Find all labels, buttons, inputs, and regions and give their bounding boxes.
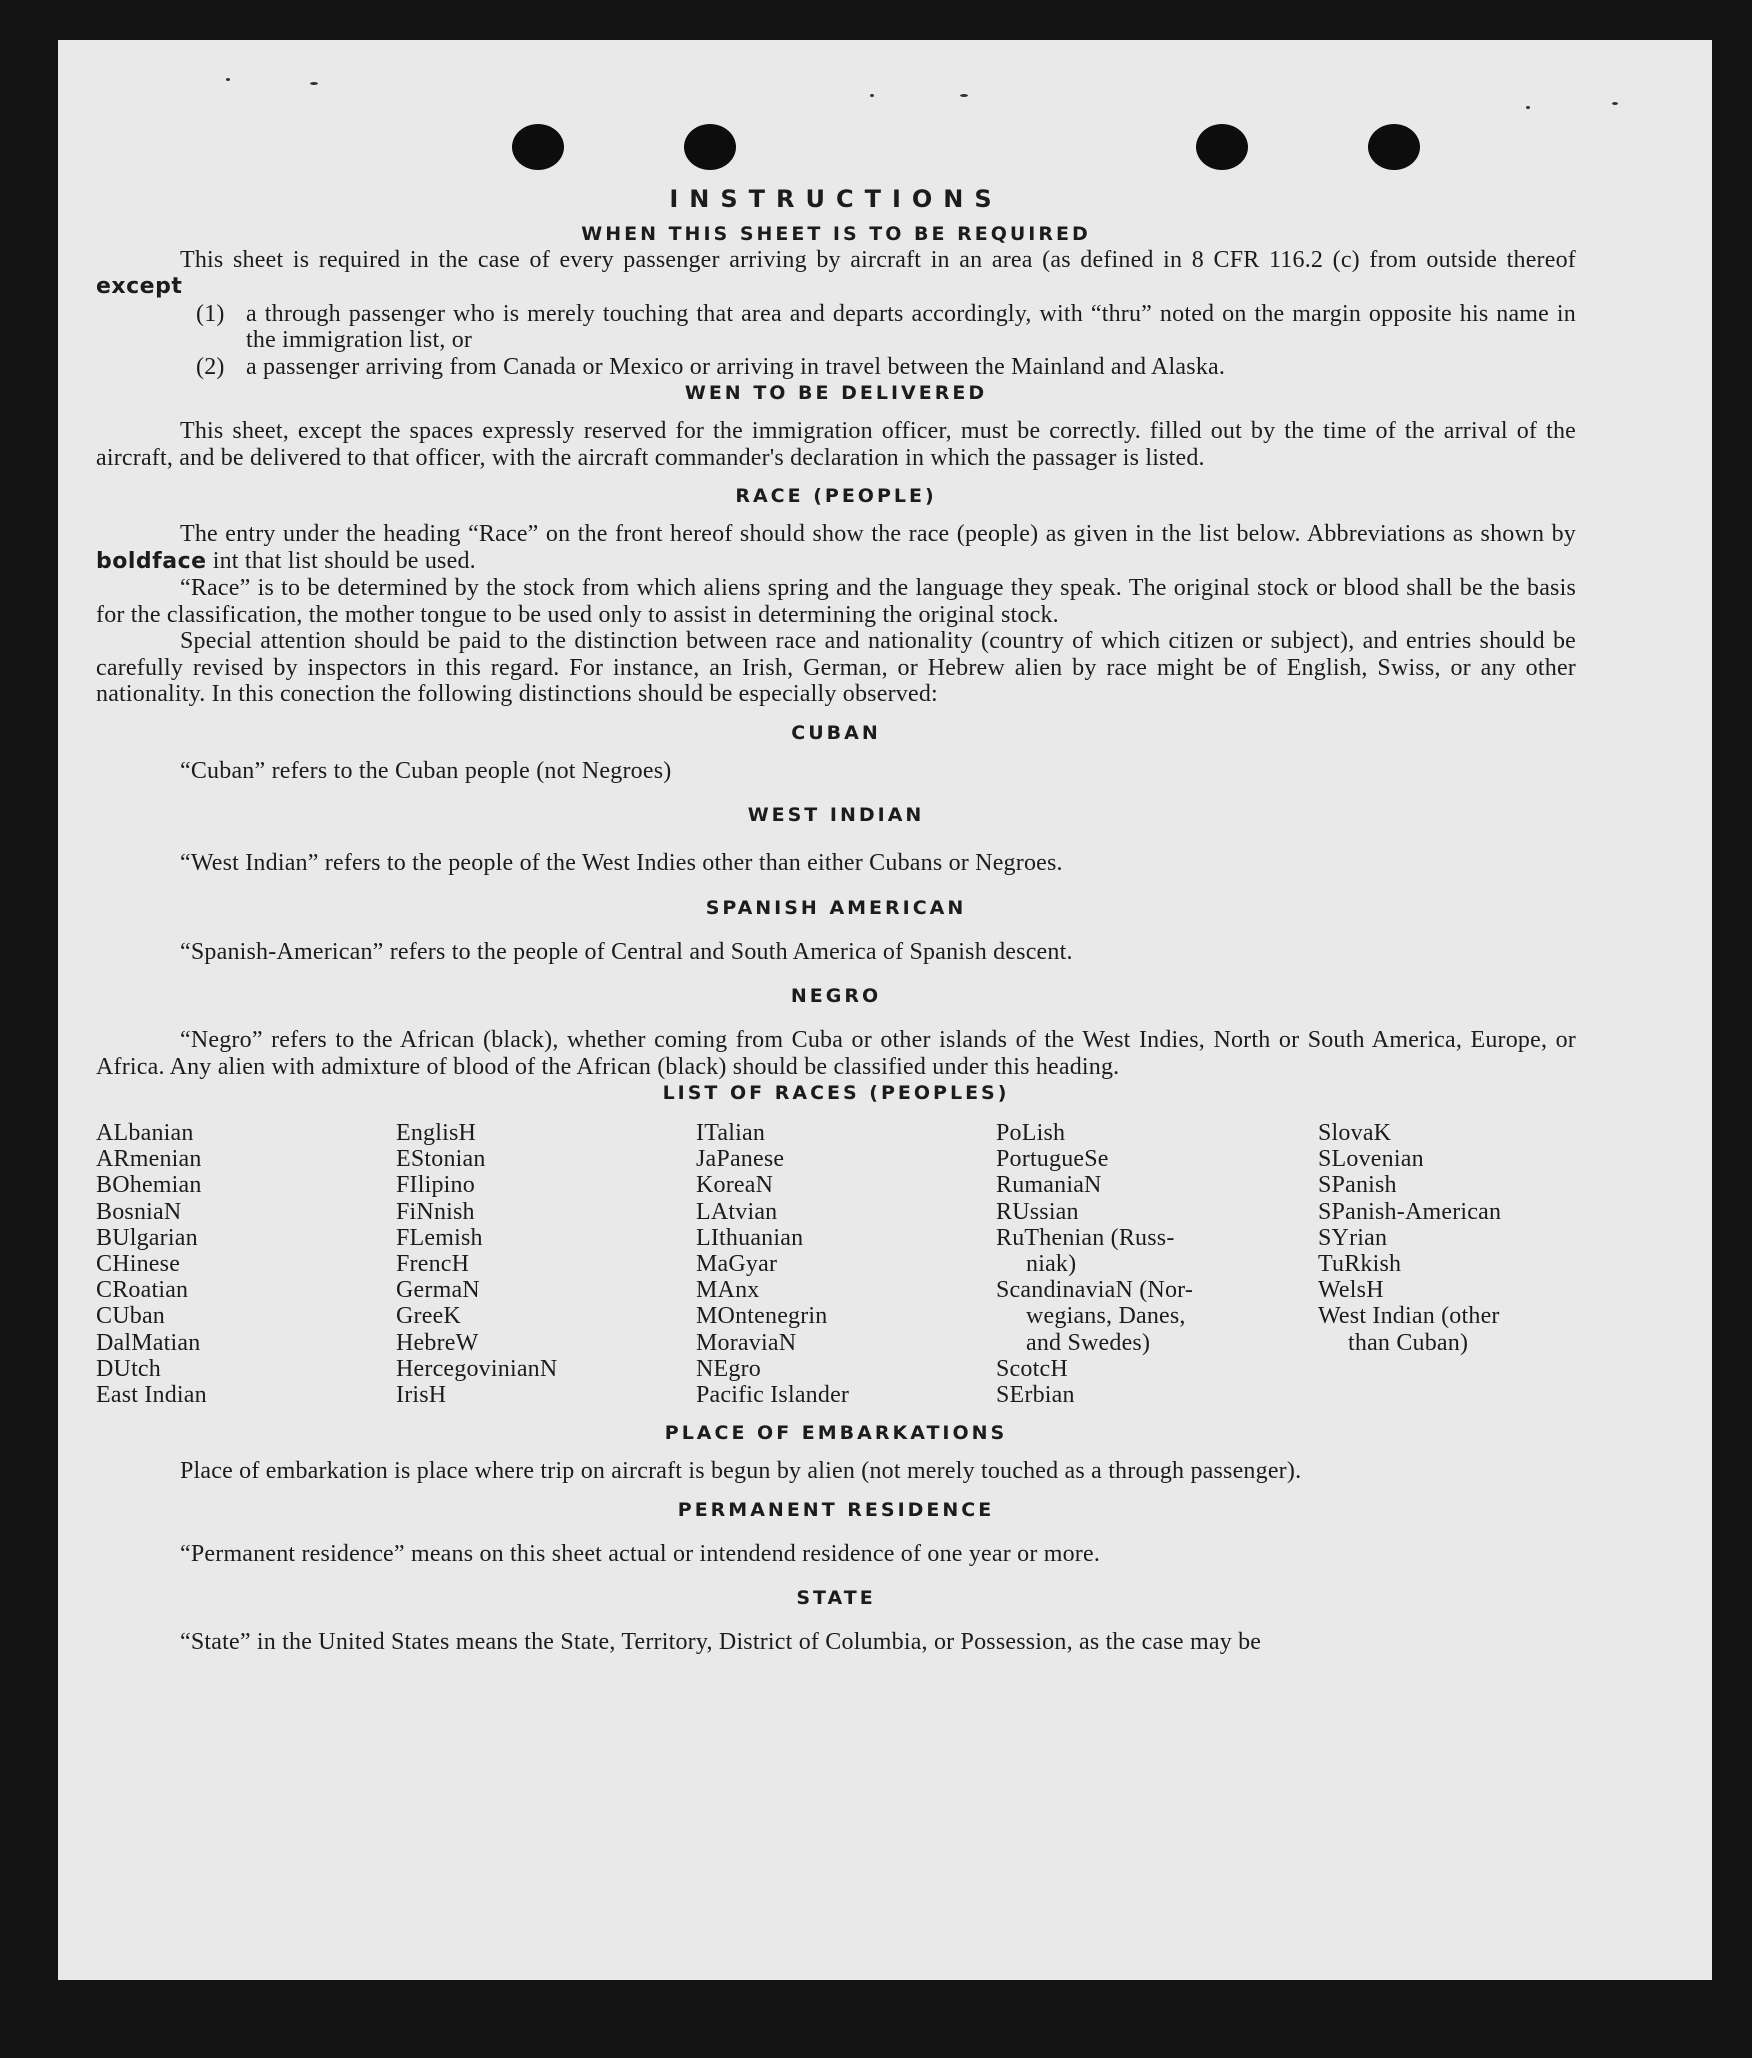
race-item: MaGyar bbox=[696, 1251, 778, 1278]
heading-embarkation: PLACE OF EMBARKATIONS bbox=[664, 1422, 1008, 1445]
race-item: Pacific Islander bbox=[696, 1382, 850, 1409]
heading-race: RACE (PEOPLE) bbox=[735, 485, 937, 507]
race-paragraph-2: “Race” is to be determined by the stock from which aliens spring and the language they speak. The original stock or blood shall be the basis for the classification, the mother tongue to be used only to assist in determining the original stock. bbox=[96, 575, 1576, 628]
race-item: RUssian bbox=[996, 1198, 1079, 1225]
race-item: LAtvian bbox=[696, 1198, 778, 1225]
heading-permanent-residence: PERMANENT RESIDENCE bbox=[677, 1498, 995, 1521]
negro-text: “Negro” refers to the African (black), whether coming from Cuba or other islands of the West Indies, North or South America, Europe, or Africa. Any alien with admixture of blood of the African (black) should be classified under this heading. bbox=[96, 1027, 1576, 1080]
race-item: FIlipino bbox=[396, 1172, 475, 1199]
race-item: than Cuban) bbox=[1348, 1329, 1469, 1356]
when-required-item-1: (1) a through passenger who is merely touching that area and departs accordingly, with “thru” noted on the margin opposite his name in the immigration list, or bbox=[196, 300, 1576, 353]
race-item: West Indian (other bbox=[1318, 1303, 1500, 1330]
race-item: TuRkish bbox=[1318, 1251, 1402, 1278]
punch-hole bbox=[684, 124, 736, 170]
speck bbox=[960, 94, 968, 97]
race-item: LIthuanian bbox=[696, 1224, 804, 1251]
cuban-text: “Cuban” refers to the Cuban people (not Negroes) bbox=[180, 757, 672, 784]
race-item: EnglisH bbox=[396, 1120, 477, 1146]
race-paragraph-3: Special attention should be paid to the distinction between race and nationality (country of which citizen or subject), and entries should be carefully revised by inspectors in this regard. For instance, an Irish, German, or Hebrew alien by race might be of English, Swiss, or any other nationality. In this conection the following distinctions should be especially observed: bbox=[96, 628, 1576, 707]
when-delivered-text: This sheet, except the spaces expressly reserved for the immigration officer, must be correctly. filled out by the time of the arrival of the aircraft, and be delivered to that officer, with the aircraft commander's declaration in which the passager is listed. bbox=[96, 418, 1576, 471]
race-item: SPanish bbox=[1318, 1172, 1397, 1199]
race-item: JaPanese bbox=[696, 1146, 785, 1173]
race-item: and Swedes) bbox=[1026, 1329, 1151, 1356]
race-item: SlovaK bbox=[1318, 1120, 1392, 1146]
races-column bbox=[696, 1120, 996, 1408]
permanent-residence-text: “Permanent residence” means on this sheet actual or intendend residence of one year or more. bbox=[180, 1540, 1101, 1567]
races-list bbox=[96, 1120, 1576, 1408]
race-item: ALbanian bbox=[96, 1120, 194, 1146]
race-item: MoraviaN bbox=[696, 1329, 797, 1356]
speck bbox=[310, 82, 318, 85]
race-item: KoreaN bbox=[696, 1172, 774, 1199]
race-item: CRoatian bbox=[96, 1277, 189, 1304]
race-item: GermaN bbox=[396, 1277, 480, 1304]
speck bbox=[870, 94, 874, 97]
race-item: NEgro bbox=[696, 1355, 761, 1382]
race-item: IrisH bbox=[396, 1382, 447, 1409]
speck bbox=[1526, 106, 1530, 109]
race-paragraph-1: The entry under the heading “Race” on the front hereof should show the race (people) as given in the list below. Abbreviations as shown by boldface int that list should be used. bbox=[96, 521, 1576, 574]
race-item: RumaniaN bbox=[996, 1172, 1102, 1199]
spanish-american-text: “Spanish-American” refers to the people of Central and South America of Spanish descent. bbox=[180, 938, 1073, 965]
race-item: FrencH bbox=[396, 1251, 470, 1278]
race-item: RuThenian (Russ- bbox=[996, 1224, 1175, 1251]
race-item: niak) bbox=[1026, 1251, 1077, 1278]
state-text: “State” in the United States means the State, Territory, District of Columbia, or Possession, as the case may be bbox=[180, 1629, 1262, 1656]
race-item: DUtch bbox=[96, 1355, 161, 1382]
races-column bbox=[996, 1120, 1318, 1408]
races-column bbox=[96, 1120, 396, 1408]
race-item: BUlgarian bbox=[96, 1224, 198, 1251]
when-required-intro: This sheet is required in the case of every passenger arriving by aircraft in an area (as defined in 8 CFR 116.2 (c) from outside thereof except bbox=[96, 246, 1576, 299]
speck bbox=[226, 78, 230, 81]
race-item: BOhemian bbox=[96, 1172, 202, 1199]
west-indian-text: “West Indian” refers to the people of the West Indies other than either Cubans or Negroes. bbox=[180, 850, 1063, 876]
race-item: WelsH bbox=[1318, 1277, 1384, 1304]
race-item: EStonian bbox=[396, 1146, 486, 1173]
heading-west-indian: WEST INDIAN bbox=[747, 804, 925, 826]
race-item: SYrian bbox=[1318, 1224, 1388, 1251]
race-item: MAnx bbox=[696, 1277, 760, 1304]
race-item: BosniaN bbox=[96, 1198, 182, 1225]
punch-hole bbox=[1196, 124, 1248, 170]
race-item: FiNnish bbox=[396, 1198, 475, 1225]
race-item: HercegovinianN bbox=[396, 1355, 558, 1382]
punch-hole bbox=[1368, 124, 1420, 170]
heading-negro: NEGRO bbox=[790, 985, 882, 1007]
race-item: CHinese bbox=[96, 1251, 181, 1278]
race-item: MOntenegrin bbox=[696, 1303, 828, 1330]
race-item: ARmenian bbox=[96, 1146, 202, 1173]
race-item: DalMatian bbox=[96, 1329, 201, 1356]
punch-hole bbox=[512, 124, 564, 170]
embarkation-text: Place of embarkation is place where trip on aircraft is begun by alien (not merely touched as a through passenger). bbox=[180, 1458, 1302, 1485]
heading-spanish-american: SPANISH AMERICAN bbox=[705, 896, 967, 919]
heading-when-required: WHEN THIS SHEET IS TO BE REQUIRED bbox=[581, 222, 1091, 245]
race-item: HebreW bbox=[396, 1329, 479, 1356]
races-column bbox=[1318, 1120, 1501, 1408]
race-item: East Indian bbox=[96, 1382, 207, 1409]
heading-cuban: CUBAN bbox=[791, 721, 881, 744]
heading-list-of-races: LIST OF RACES (PEOPLES) bbox=[662, 1082, 1010, 1104]
races-column bbox=[396, 1120, 696, 1408]
race-item: SPanish-American bbox=[1318, 1198, 1502, 1225]
race-item: SLovenian bbox=[1318, 1146, 1424, 1173]
heading-state: STATE bbox=[796, 1587, 876, 1610]
page-title: INSTRUCTIONS bbox=[669, 185, 1003, 213]
race-item: CUban bbox=[96, 1303, 165, 1330]
heading-when-delivered: WEN TO BE DELIVERED bbox=[684, 382, 988, 404]
when-required-item-2: (2) a passenger arriving from Canada or Mexico or arriving in travel between the Mainland and Alaska. bbox=[196, 353, 1226, 380]
race-item: ITalian bbox=[696, 1120, 766, 1146]
race-item: ScotcH bbox=[996, 1355, 1068, 1382]
race-item: PortugueSe bbox=[996, 1146, 1109, 1173]
race-item: PoLish bbox=[996, 1120, 1066, 1146]
race-item: ScandinaviaN (Nor- bbox=[996, 1277, 1194, 1304]
instructions-content bbox=[96, 186, 1576, 1656]
race-item: FLemish bbox=[396, 1224, 483, 1251]
race-item: GreeK bbox=[396, 1303, 461, 1330]
race-item: SErbian bbox=[996, 1382, 1075, 1409]
race-item: wegians, Danes, bbox=[1026, 1303, 1186, 1330]
speck bbox=[1612, 102, 1618, 105]
